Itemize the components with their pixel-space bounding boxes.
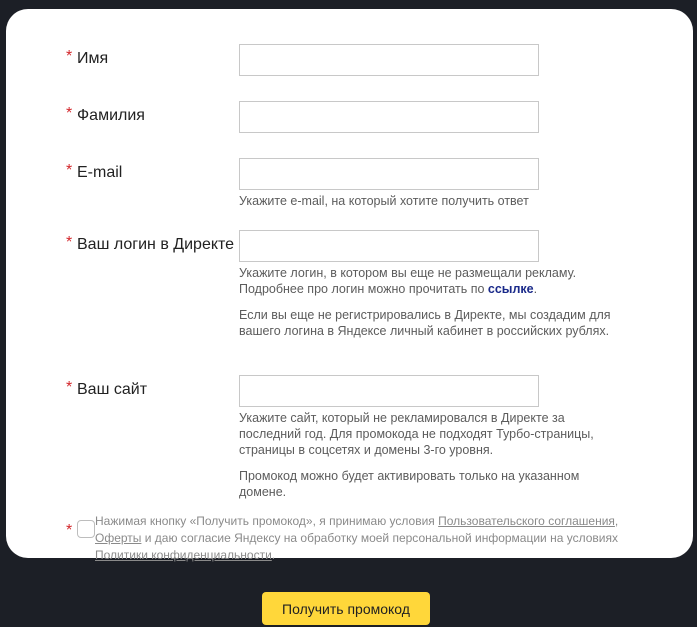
- surname-label: Фамилия: [77, 107, 145, 124]
- required-mark: *: [66, 162, 73, 179]
- user-agreement-link[interactable]: Пользовательского соглашения: [438, 514, 615, 528]
- privacy-policy-link[interactable]: Политики конфиденциальности: [95, 548, 272, 562]
- required-mark: *: [66, 522, 73, 539]
- login-hint-suffix: .: [533, 282, 538, 296]
- consent-text-part: и даю согласие Яндексу на обработку моей персональной информации на условиях: [141, 531, 618, 545]
- consent-text: [95, 513, 630, 564]
- site-hint: Укажите сайт, который не рекламировался в Директе за последний год. Для промокода не подходят Турбо-страницы, страницы в соцсетях и домены 3-го уровня.: [239, 411, 594, 457]
- required-mark: *: [66, 234, 73, 251]
- consent-text-part: ,: [614, 514, 619, 528]
- required-mark: *: [66, 379, 73, 396]
- consent-text-part: .: [271, 548, 276, 562]
- login-input[interactable]: [239, 230, 539, 262]
- required-mark: *: [66, 105, 73, 122]
- login-hint: [239, 265, 639, 297]
- login-hint-prefix: Подробнее про логин можно прочитать по: [239, 282, 488, 296]
- site-hint-domain: Промокод можно будет активировать только на указанном домене.: [239, 469, 580, 499]
- login-hint-line2: [239, 281, 639, 297]
- surname-input[interactable]: [239, 101, 539, 133]
- consent-checkbox[interactable]: [77, 520, 95, 538]
- site-label: Ваш сайт: [77, 381, 148, 398]
- login-hint-registration: Если вы еще не регистрировались в Директе, мы создадим для вашего логина в Яндексе личный кабинет в российских рублях.: [239, 308, 611, 338]
- consent-text-part: Нажимая кнопку «Получить промокод», я принимаю условия: [95, 514, 439, 528]
- login-info-link[interactable]: ссылке: [487, 282, 534, 296]
- name-input[interactable]: [239, 44, 539, 76]
- name-label: Имя: [77, 50, 109, 67]
- email-hint: Укажите e-mail, на который хотите получить ответ: [239, 194, 529, 208]
- get-promocode-button[interactable]: Получить промокод: [262, 592, 430, 625]
- login-hint-line1: Укажите логин, в котором вы еще не размещали рекламу.: [239, 266, 577, 280]
- email-input[interactable]: [239, 158, 539, 190]
- site-input[interactable]: [239, 375, 539, 407]
- login-label: Ваш логин в Директе: [77, 236, 235, 253]
- offer-link[interactable]: Оферты: [95, 531, 142, 545]
- email-label: E-mail: [77, 164, 123, 181]
- required-mark: *: [66, 48, 73, 65]
- form-card: [6, 9, 693, 558]
